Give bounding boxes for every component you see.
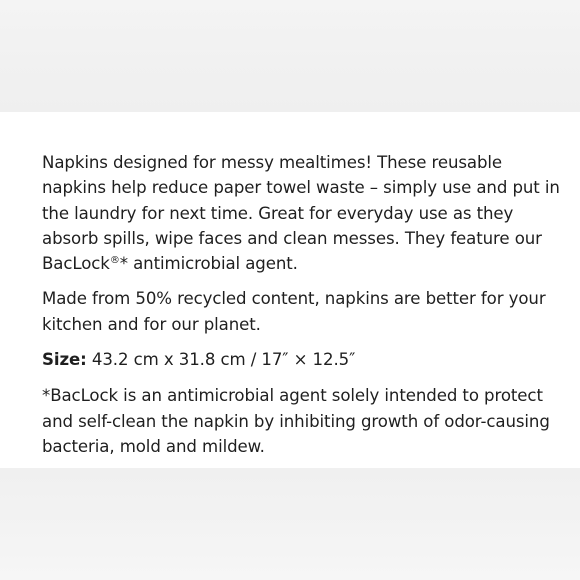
intro-text: Napkins designed for messy mealtimes! These reusable napkins help reduce paper towel waste – simply use and put in the laundry for next time. Great for everyday use as they absorb spills, wipe faces and clean messes. They feature our BacLock — [42, 153, 560, 274]
size-paragraph — [42, 347, 570, 372]
size-value: 43.2 cm x 31.8 cm / 17″ × 12.5″ — [86, 350, 356, 370]
description-text-block — [42, 150, 570, 459]
bottom-background-band — [0, 468, 580, 580]
registered-trademark-mark: ® — [109, 255, 120, 267]
recycled-content-paragraph: Made from 50% recycled content, napkins are better for your kitchen and for our planet. — [42, 289, 546, 334]
intro-text-end: * antimicrobial agent. — [119, 254, 298, 274]
baclock-footnote: *BacLock is an antimicrobial agent solely intended to protect and self-clean the napkin by inhibiting growth of odor-causing bacteria, mold and mildew. — [42, 386, 550, 456]
size-label: Size: — [42, 350, 87, 370]
intro-paragraph — [42, 150, 570, 276]
top-background-band — [0, 0, 580, 112]
